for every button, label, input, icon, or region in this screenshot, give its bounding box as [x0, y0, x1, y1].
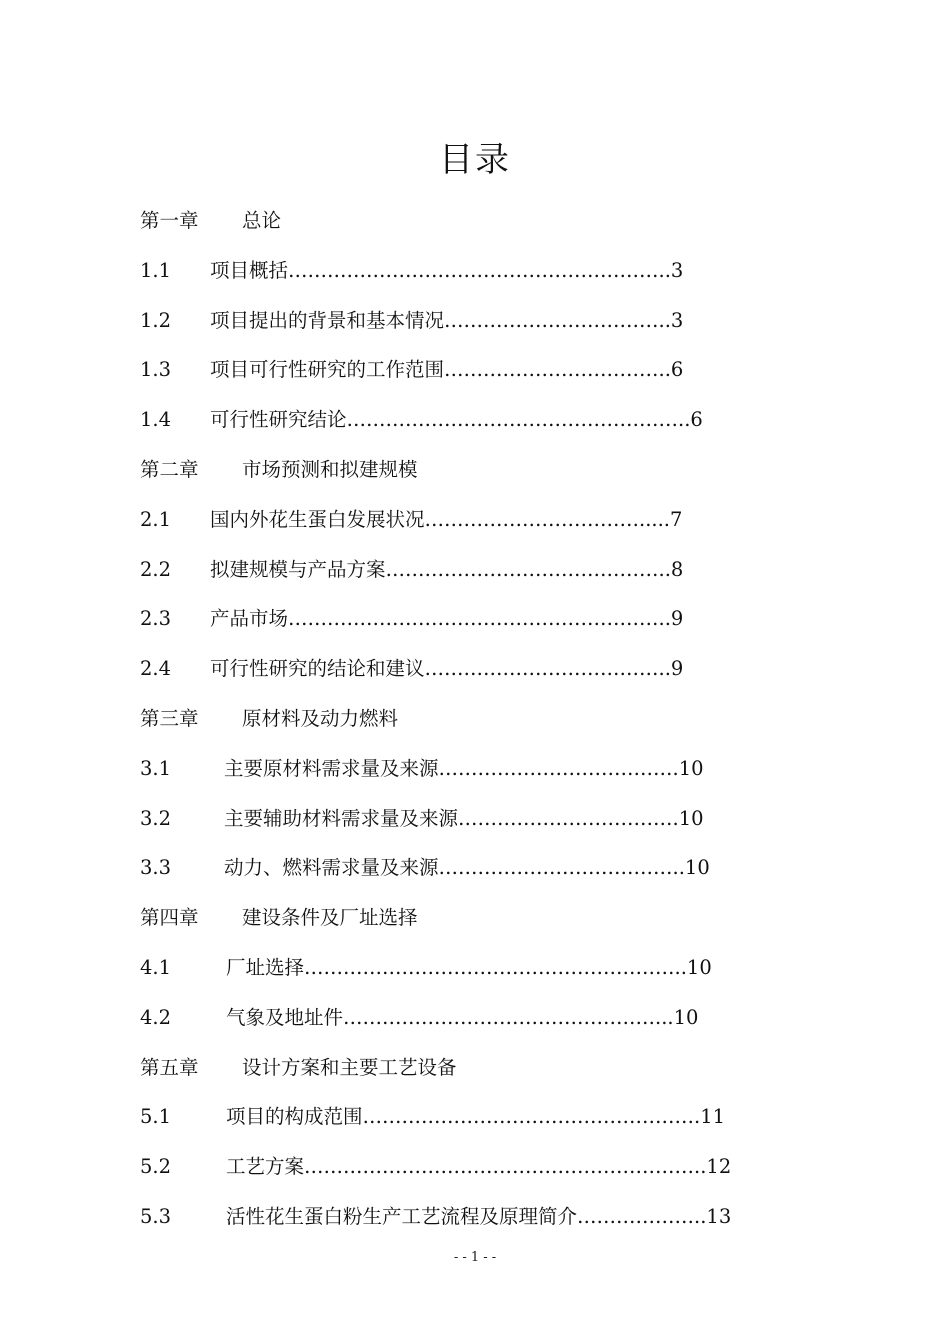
toc-section-title: 产品市场 [210, 607, 289, 631]
toc-section-number: 2.1 [140, 507, 172, 531]
toc-dot-leader: …………………………….. [444, 358, 671, 382]
page-number-footer: - - 1 - - [453, 1250, 497, 1265]
toc-section-number: 1.3 [140, 358, 172, 382]
toc-section-number: 1.4 [140, 408, 172, 432]
toc-section-number: 2.4 [140, 657, 172, 681]
toc-section-entry[interactable] [140, 545, 840, 595]
toc-page-number: 10 [673, 1005, 699, 1029]
toc-section-entry[interactable] [140, 395, 840, 445]
toc-dot-leader: ……………………………. [458, 806, 679, 830]
toc-section-number: 2.3 [140, 607, 172, 631]
toc-chapter-title: 设计方案和主要工艺设备 [242, 1055, 457, 1079]
toc-chapter-entry[interactable] [140, 196, 840, 246]
toc-section-number: 3.1 [140, 756, 172, 780]
toc-dot-leader: ………………………………………………….. [288, 607, 671, 631]
toc-dot-leader: ………………………………………………….. [304, 955, 687, 979]
toc-section-number: 2.2 [140, 557, 172, 581]
toc-dot-leader: ……………………………..... [424, 507, 671, 531]
toc-page-number: 8 [670, 557, 684, 581]
toc-section-title: 动力、燃料需求量及来源 [224, 856, 439, 880]
toc-page-number: 7 [670, 507, 683, 531]
toc-dot-leader: ……………….. [577, 1204, 707, 1228]
toc-section-number: 1.2 [140, 308, 172, 332]
toc-chapter-entry[interactable] [140, 1043, 840, 1093]
toc-dot-leader: …………………………………………………….. [304, 1155, 707, 1179]
toc-page-number: 6 [690, 408, 703, 432]
toc-section-title: 可行性研究的结论和建议 [210, 657, 425, 681]
toc-dot-leader: ………………………………………………….. [288, 258, 671, 282]
toc-section-entry[interactable] [140, 744, 840, 794]
toc-page-number: 10 [678, 756, 704, 780]
toc-page-number: 12 [706, 1155, 732, 1179]
toc-page-number: 10 [686, 955, 712, 979]
toc-section-number: 3.2 [140, 806, 172, 830]
toc-chapter-number: 第一章 [140, 209, 199, 232]
toc-dot-leader: …………………………………………... [343, 1005, 674, 1029]
toc-section-title: 厂址选择 [226, 955, 305, 979]
toc-page-number: 13 [706, 1204, 732, 1228]
toc-section-number: 5.2 [140, 1155, 172, 1179]
toc-chapter-title: 总论 [242, 209, 282, 232]
toc-section-entry[interactable] [140, 794, 840, 844]
toc-page-number: 3 [670, 258, 684, 282]
table-of-contents [140, 196, 840, 1242]
toc-section-entry[interactable] [140, 843, 840, 893]
toc-section-number: 5.3 [140, 1204, 172, 1228]
toc-section-title: 可行性研究结论 [210, 408, 347, 432]
toc-chapter-number: 第三章 [140, 706, 199, 730]
page-title: 目录 [439, 140, 511, 180]
toc-section-title: 活性花生蛋白粉生产工艺流程及原理简介 [226, 1204, 578, 1228]
toc-section-number: 4.1 [140, 955, 172, 979]
toc-section-title: 项目的构成范围 [226, 1105, 363, 1129]
toc-section-entry[interactable] [140, 1192, 840, 1242]
toc-dot-leader: …………………………….. [444, 308, 671, 332]
toc-dot-leader: …………………………………………….. [346, 408, 691, 432]
toc-chapter-title: 市场预测和拟建规模 [242, 457, 418, 481]
toc-chapter-number: 第二章 [140, 457, 199, 481]
toc-dot-leader: ……………………………….. [438, 856, 685, 880]
toc-section-number: 1.1 [140, 258, 172, 282]
toc-section-title: 国内外花生蛋白发展状况 [210, 507, 425, 531]
toc-section-entry[interactable] [140, 495, 840, 545]
toc-section-entry[interactable] [140, 345, 840, 395]
toc-page-number: 10 [684, 856, 710, 880]
toc-section-title: 拟建规模与产品方案 [210, 557, 386, 581]
toc-dot-leader: ……………………………………………. [362, 1105, 701, 1129]
toc-section-title: 工艺方案 [226, 1155, 305, 1179]
toc-dot-leader: ………………………………. [438, 756, 679, 780]
toc-section-title: 主要辅助材料需求量及来源 [224, 806, 459, 830]
toc-chapter-entry[interactable] [140, 893, 840, 943]
toc-section-title: 主要原材料需求量及来源 [224, 756, 439, 780]
toc-section-entry[interactable] [140, 1092, 840, 1142]
toc-chapter-title: 原材料及动力燃料 [242, 706, 399, 730]
toc-section-entry[interactable] [140, 246, 840, 296]
toc-page-number: 11 [700, 1105, 726, 1129]
toc-section-number: 5.1 [140, 1105, 172, 1129]
toc-dot-leader: …………………………………….. [385, 557, 671, 581]
toc-section-entry[interactable] [140, 993, 840, 1043]
toc-section-entry[interactable] [140, 644, 840, 694]
toc-chapter-entry[interactable] [140, 694, 840, 744]
toc-page-number: 9 [670, 607, 684, 631]
toc-section-title: 气象及地址件 [226, 1005, 344, 1029]
toc-chapter-title: 建设条件及厂址选择 [242, 906, 418, 930]
toc-section-number: 4.2 [140, 1005, 172, 1029]
toc-dot-leader: ……………………………….. [424, 657, 671, 681]
toc-section-entry[interactable] [140, 594, 840, 644]
toc-page-number: 9 [670, 657, 684, 681]
toc-section-entry[interactable] [140, 296, 840, 346]
toc-page-number: 10 [678, 806, 704, 830]
toc-chapter-entry[interactable] [140, 445, 840, 495]
toc-section-title: 项目提出的背景和基本情况 [210, 308, 445, 332]
toc-section-entry[interactable] [140, 943, 840, 993]
toc-section-number: 3.3 [140, 856, 172, 880]
toc-chapter-number: 第四章 [140, 906, 199, 930]
toc-section-title: 项目可行性研究的工作范围 [210, 358, 445, 382]
toc-page-number: 6 [670, 358, 684, 382]
toc-page-number: 3 [670, 308, 684, 332]
toc-section-entry[interactable] [140, 1142, 840, 1192]
toc-chapter-number: 第五章 [140, 1055, 199, 1079]
toc-section-title: 项目概括 [210, 258, 289, 282]
